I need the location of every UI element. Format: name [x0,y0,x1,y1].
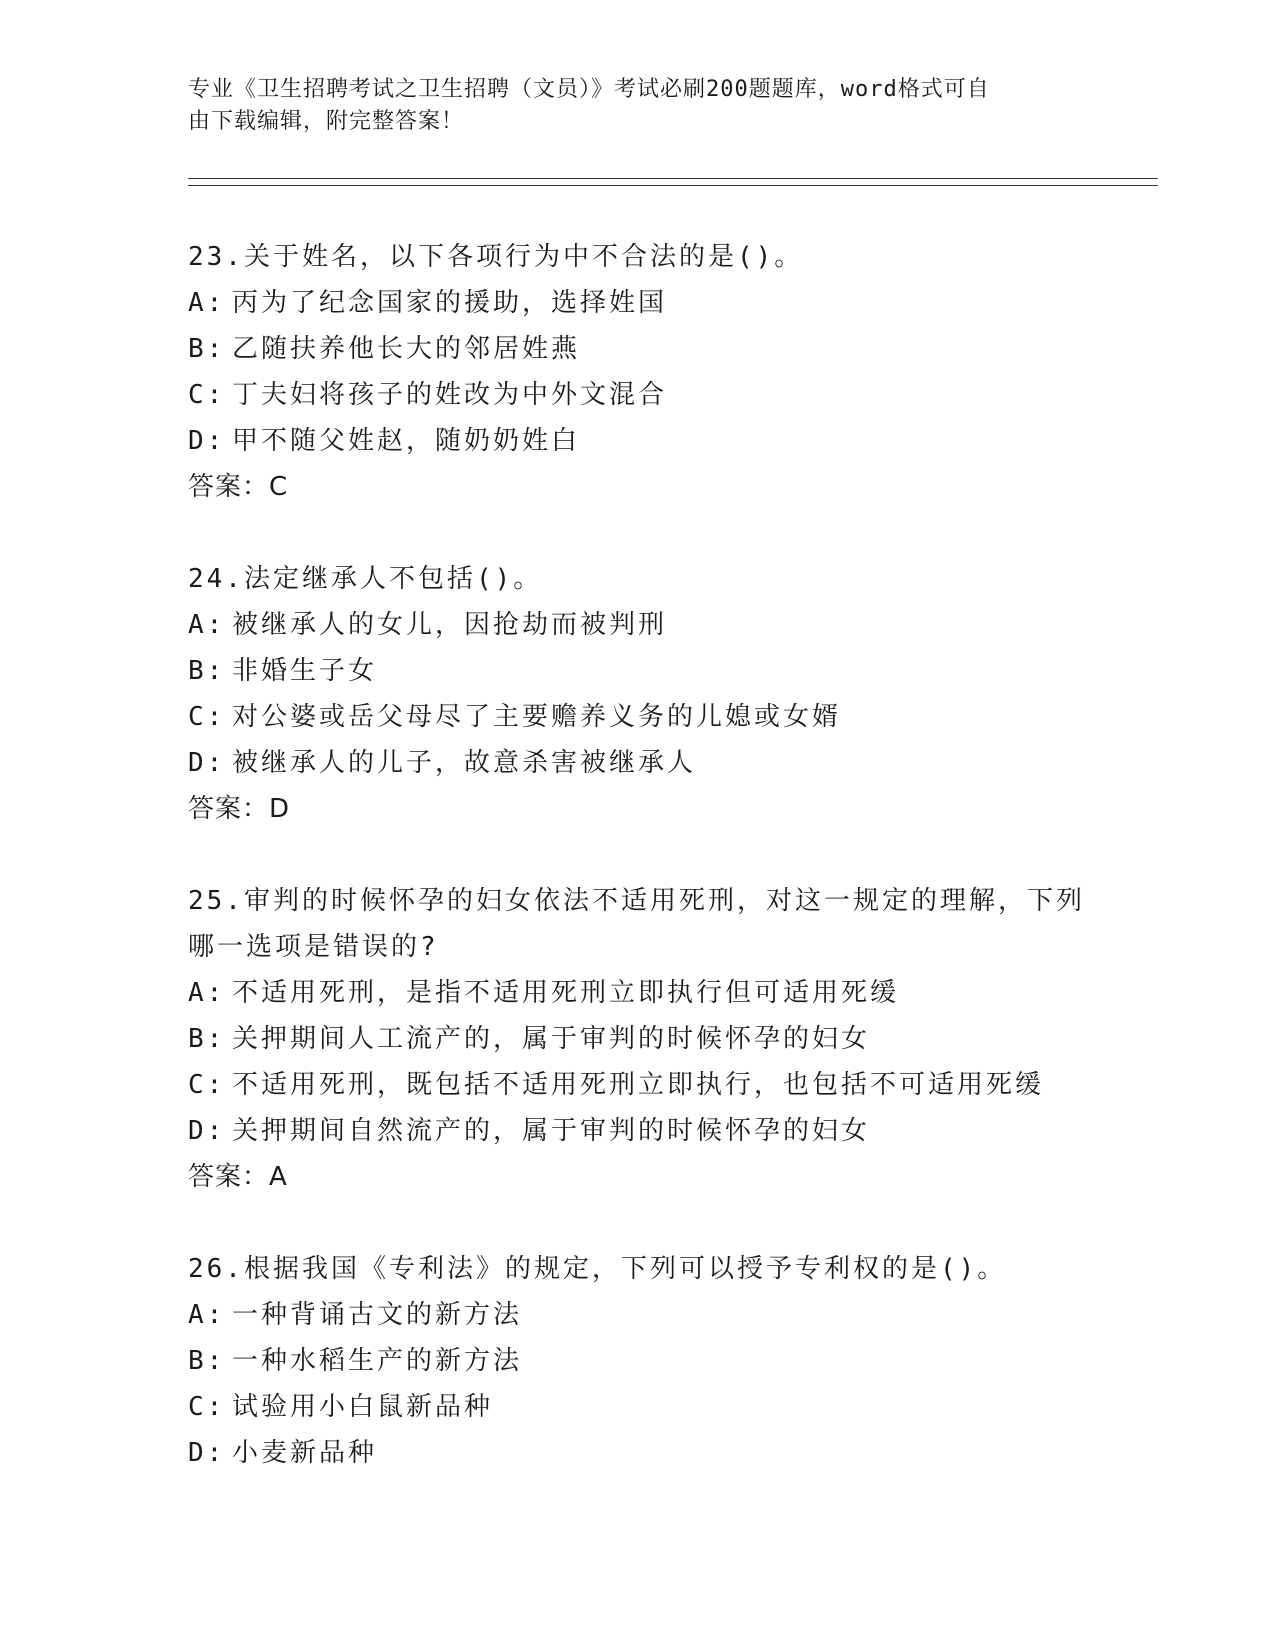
option-text: 一种背诵古文的新方法 [232,1300,523,1330]
option-a [188,280,1088,326]
option-text: 非婚生子女 [232,656,378,686]
option-key: D: [188,748,226,778]
question-25 [188,878,1088,1200]
header-line-1: 专业《卫生招聘考试之卫生招聘（文员）》考试必刷200题题库，word格式可自 [188,77,990,102]
option-b [188,648,1088,694]
question-stem: 25.审判的时候怀孕的妇女依法不适用死刑，对这一规定的理解，下列 [188,886,1085,916]
option-text: 不适用死刑，既包括不适用死刑立即执行，也包括不可适用死缓 [232,1070,1045,1100]
option-text: 乙随扶养他长大的邻居姓燕 [232,334,581,364]
option-text: 关押期间人工流产的，属于审判的时候怀孕的妇女 [232,1024,871,1054]
option-key: C: [188,380,226,410]
option-key: B: [188,1346,226,1376]
option-key: C: [188,702,226,732]
question-stem-continued: 哪一选项是错误的? [188,932,439,962]
header-line-2: 由下载编辑，附完整答案！ [188,109,465,134]
option-key: D: [188,426,226,456]
option-d [188,418,1088,464]
option-text: 被继承人的女儿，因抢劫而被判刑 [232,610,668,640]
option-d [188,1108,1088,1154]
option-c [188,1384,1088,1430]
option-b [188,326,1088,372]
option-a [188,970,1088,1016]
option-c [188,1062,1088,1108]
option-key: D: [188,1438,226,1468]
option-key: A: [188,978,226,1008]
option-text: 关押期间自然流产的，属于审判的时候怀孕的妇女 [232,1116,871,1146]
answer-line: 答案：D [188,794,291,824]
option-d [188,1430,1088,1476]
question-stem: 24.法定继承人不包括()。 [188,564,543,594]
question-stem: 26.根据我国《专利法》的规定，下列可以授予专利权的是()。 [188,1254,1007,1284]
option-text: 被继承人的儿子，故意杀害被继承人 [232,748,697,778]
option-text: 甲不随父姓赵，随奶奶姓白 [232,426,581,456]
option-key: B: [188,334,226,364]
question-23 [188,234,1088,510]
option-key: B: [188,656,226,686]
option-d [188,740,1088,786]
option-key: A: [188,288,226,318]
option-a [188,602,1088,648]
option-key: A: [188,610,226,640]
option-key: D: [188,1116,226,1146]
option-b [188,1016,1088,1062]
option-key: A: [188,1300,226,1330]
question-26 [188,1246,1088,1476]
document-header [188,74,1068,138]
option-key: C: [188,1070,226,1100]
option-a [188,1292,1088,1338]
answer-line: 答案：A [188,1162,288,1192]
option-text: 对公婆或岳父母尽了主要赡养义务的儿媳或女婿 [232,702,842,732]
option-c [188,372,1088,418]
question-24 [188,556,1088,832]
option-text: 不适用死刑，是指不适用死刑立即执行但可适用死缓 [232,978,900,1008]
answer-line: 答案：C [188,472,289,502]
option-b [188,1338,1088,1384]
option-text: 丙为了纪念国家的援助，选择姓国 [232,288,668,318]
header-divider [188,178,1158,186]
option-key: C: [188,1392,226,1422]
option-text: 小麦新品种 [232,1438,378,1468]
option-text: 试验用小白鼠新品种 [232,1392,494,1422]
question-list [188,234,1088,1522]
option-text: 丁夫妇将孩子的姓改为中外文混合 [232,380,668,410]
option-text: 一种水稻生产的新方法 [232,1346,523,1376]
question-stem: 23.关于姓名，以下各项行为中不合法的是()。 [188,242,804,272]
option-c [188,694,1088,740]
option-key: B: [188,1024,226,1054]
